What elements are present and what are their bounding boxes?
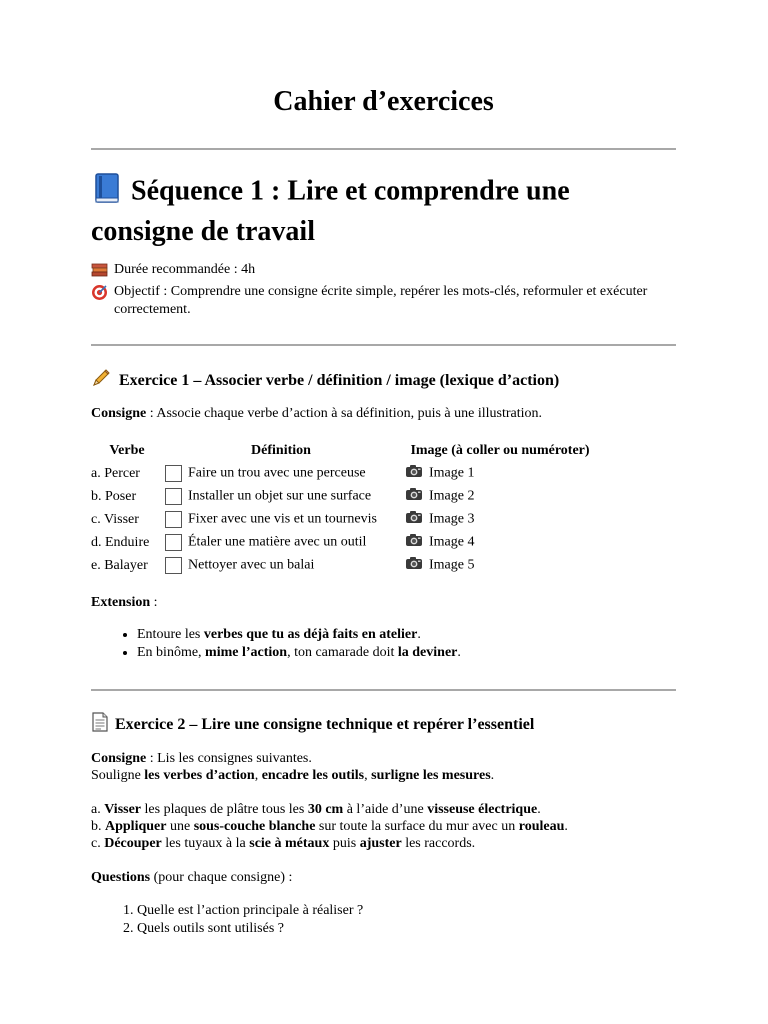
exercise2-title: Exercice 2 – Lire une consigne technique et repérer l’essentiel	[115, 715, 535, 733]
camera-icon	[405, 556, 423, 575]
header-verbe: Verbe	[109, 443, 145, 458]
instruction-c: c. Découper les tuyaux à la scie à métaux puis ajuster les raccords.	[91, 836, 476, 851]
exercise2-consigne	[91, 750, 676, 784]
verb-cell: b. Poser	[91, 488, 137, 504]
table-row	[91, 485, 601, 508]
books-icon	[91, 262, 108, 283]
divider	[91, 344, 676, 346]
definition-text: Nettoyer avec un balai	[188, 557, 315, 573]
definition-cell	[163, 531, 399, 554]
consigne-line-2: Souligne les verbes d’action, encadre les outils, surligne les mesures.	[91, 768, 495, 783]
image-cell	[399, 462, 601, 485]
image-label: Image 4	[429, 534, 475, 550]
consigne-label: Consigne	[91, 751, 147, 766]
pencil-icon	[91, 368, 111, 393]
checkbox[interactable]	[165, 557, 182, 574]
duration-text: Durée recommandée : 4h	[114, 262, 256, 277]
extension-suffix: :	[150, 595, 158, 610]
sequence-title: Séquence 1 : Lire et comprendre une consigne de travail	[91, 175, 570, 247]
header-image: Image (à coller ou numéroter)	[410, 443, 590, 458]
definition-cell	[163, 485, 399, 508]
checkbox[interactable]	[165, 488, 182, 505]
exercise2-heading	[91, 712, 676, 737]
camera-icon	[405, 533, 423, 552]
technical-instructions	[91, 801, 676, 852]
definition-cell	[163, 462, 399, 485]
divider	[91, 689, 676, 691]
questions-label: Questions	[91, 870, 151, 885]
camera-icon	[405, 487, 423, 506]
image-cell	[399, 485, 601, 508]
exercise1-title: Exercice 1 – Associer verbe / définition / image (lexique d’action)	[119, 371, 560, 389]
questions-line	[91, 869, 676, 886]
table-row	[91, 508, 601, 531]
objective-row	[91, 283, 676, 319]
table-header-row	[91, 440, 601, 462]
sequence-heading	[91, 172, 676, 250]
verb-cell: e. Balayer	[91, 557, 148, 573]
page-title: Cahier d’exercices	[273, 86, 494, 117]
list-item: 2. Quels outils sont utilisés ?	[137, 920, 363, 938]
consigne-label: Consigne	[91, 406, 147, 421]
extension-label: Extension	[91, 595, 151, 610]
objective-text: Objectif : Comprendre une consigne écrite simple, repérer les mots-clés, reformuler et exécuter correctement.	[114, 284, 648, 317]
divider	[91, 148, 676, 150]
checkbox[interactable]	[165, 534, 182, 551]
list-item: • Entoure les verbes que tu as déjà faits en atelier.	[137, 626, 461, 644]
definition-text: Étaler une matière avec un outil	[188, 534, 367, 550]
duration-row	[91, 261, 676, 283]
definition-text: Faire un trou avec une perceuse	[188, 465, 366, 481]
instruction-a: a. Visser les plaques de plâtre tous les 30 cm à l’aide d’une visseuse électrique.	[91, 802, 541, 817]
camera-icon	[405, 464, 423, 483]
image-label: Image 1	[429, 465, 475, 481]
list-item: • En binôme, mime l’action, ton camarade doit la deviner.	[137, 644, 461, 662]
sequence-meta	[91, 261, 676, 319]
list-item: 1. Quelle est l’action principale à réaliser ?	[137, 902, 363, 920]
instruction-b: b. Appliquer une sous-couche blanche sur toute la surface du mur avec un rouleau.	[91, 819, 568, 834]
questions-suffix: (pour chaque consigne) :	[150, 870, 293, 885]
definition-cell	[163, 508, 399, 531]
image-cell	[399, 508, 601, 531]
image-cell	[399, 531, 601, 554]
image-label: Image 3	[429, 511, 475, 527]
checkbox[interactable]	[165, 465, 182, 482]
exercise1-heading	[91, 368, 676, 393]
verb-cell: a. Percer	[91, 465, 140, 481]
target-icon	[91, 284, 108, 307]
document-icon	[91, 712, 109, 737]
image-cell	[399, 554, 601, 577]
consigne-text: : Associe chaque verbe d’action à sa définition, puis à une illustration.	[146, 406, 543, 421]
image-label: Image 2	[429, 488, 475, 504]
exercise1-consigne	[91, 405, 676, 422]
verb-cell: c. Visser	[91, 511, 139, 527]
table-row	[91, 554, 601, 577]
image-label: Image 5	[429, 557, 475, 573]
extension-line	[91, 594, 676, 611]
header-definition: Définition	[251, 443, 311, 458]
extension-list	[91, 626, 461, 662]
definition-text: Fixer avec une vis et un tournevis	[188, 511, 377, 527]
questions-list	[91, 902, 363, 938]
table-row	[91, 462, 601, 485]
definition-text: Installer un objet sur une surface	[188, 488, 372, 504]
exercise1-table	[91, 440, 601, 577]
blue-book-icon	[91, 172, 123, 214]
checkbox[interactable]	[165, 511, 182, 528]
camera-icon	[405, 510, 423, 529]
verb-cell: d. Enduire	[91, 534, 150, 550]
definition-cell	[163, 554, 399, 577]
table-row	[91, 531, 601, 554]
consigne-text: : Lis les consignes suivantes.	[146, 751, 312, 766]
